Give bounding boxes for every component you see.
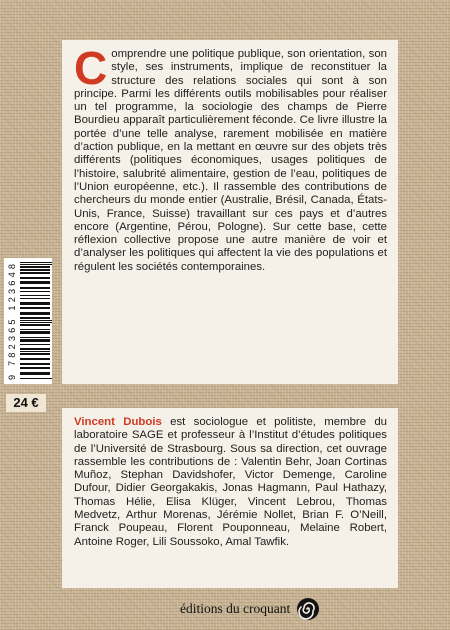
barcode-bar: [20, 269, 50, 271]
author-panel: [62, 408, 398, 588]
barcode-bar: [20, 307, 50, 309]
barcode-bar: [20, 331, 50, 334]
author-name: Vincent Dubois: [74, 416, 162, 428]
price-label: 24 €: [6, 394, 46, 412]
barcode-bar: [20, 363, 50, 365]
barcode-number: 9 782365 123648: [7, 264, 17, 380]
barcode-bar: [20, 312, 50, 315]
barcode-bar: [20, 262, 52, 263]
barcode-bar: [20, 348, 50, 350]
barcode-bar: [20, 378, 52, 379]
barcode-bar: [20, 322, 52, 323]
summary-text: omprendre une politique publique, son orientation, son style, ses instruments, implique de reconstituer la structure des relations sociales qui sont à son principe. Parmi les différents outils mobilisables pour réaliser un tel programme, la sociologie des champs de Pierre Bourdieu apparaît particulièrement féconde. Ce livre illustre la portée d’une telle analyse, rarement mobilisée en matière d’action publique, en la mettant en œuvre sur des objets très différents (politiques économiques, usages politiques de l’histoire, salubrité alimentaire, gestion de l’eau, politiques de l’Union européenne, etc.). Il rassemble des contributions de chercheurs du monde entier (Australie, Brésil, Canada, États-Unis, France, Suisse) travaillant sur ces pays et d’autres encore (Argentine, Pérou, Pologne). Sur cette base, cette réflexion collective propose une autre manière de voir et d’analyser les politiques qui affectent la vie des populations et régulent les sociétés contemporaines.: [74, 48, 387, 273]
barcode-bar: [20, 353, 50, 355]
author-bio: est sociologue et politiste, membre du laboratoire SAGE et professeur à l’Institut d’études politiques de l’Université de Strasbourg. Sous sa direction, cet ouvrage rassemble les contributions de : Valentin Behr, Joan Cortinas Muñoz, Stephan Davidshofer, Victor Demenge, Caroline Dufour, Didier Georgakakis, Jonas Hagmann, Paul Hathazy, Thomas Hélie, Elisa Klüger, Vincent Lebrou, Thomas Medvetz, Arthur Morenas, Jérémie Nollet, Brian F. O’Neill, Franck Poupeau, Florent Pouponneau, Melaine Robert, Antoine Roger, Lili Soussoko, Amal Tawfik.: [74, 416, 387, 548]
barcode-bar: [20, 272, 50, 274]
barcode-bar: [20, 358, 50, 360]
barcode-bar: [20, 317, 50, 319]
publisher-name: éditions du croquant: [180, 601, 291, 616]
barcode-bar: [20, 291, 50, 292]
barcode-icon: [4, 258, 52, 384]
barcode-bar: [20, 329, 50, 330]
barcode-bar: [20, 266, 50, 268]
barcode-bar: [20, 264, 52, 265]
barcode-bar: [20, 372, 50, 375]
barcode-bar: [20, 337, 50, 338]
drop-cap: C: [74, 42, 108, 94]
barcode-bar: [20, 281, 50, 284]
barcode-bar: [20, 320, 52, 321]
barcode-bar: [20, 339, 50, 342]
barcode-bar: [20, 277, 50, 279]
summary-panel: [62, 40, 398, 384]
isbn-barcode: [4, 258, 52, 384]
barcode-bar: [20, 367, 50, 369]
spiral-logo-icon: [296, 597, 320, 621]
barcode-bar: [20, 324, 50, 326]
publisher-block: [180, 597, 320, 621]
barcode-bar: [20, 302, 50, 305]
barcode-bar: [20, 295, 50, 296]
barcode-bar: [20, 351, 50, 352]
barcode-bar: [20, 287, 50, 289]
barcode-bar: [20, 298, 50, 299]
barcode-bar: [20, 344, 50, 345]
